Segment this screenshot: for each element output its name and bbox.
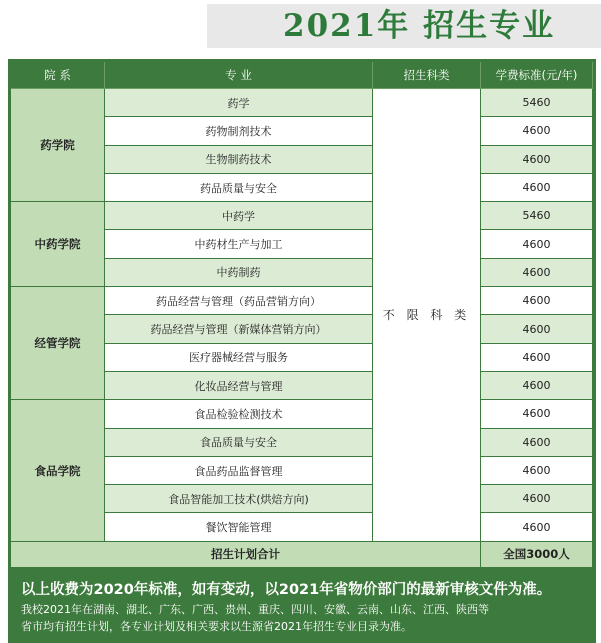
fee-cell: 4600 (481, 287, 593, 315)
fee-cell: 4600 (481, 117, 593, 145)
fee-note: 以上收费为2020年标准，如有变动，以2021年省物价部门的最新审核文件为准。 (21, 582, 552, 598)
fee-cell: 5460 (481, 202, 593, 230)
page-title: 2021年 招生专业 (283, 8, 556, 44)
fee-cell: 4600 (481, 372, 593, 400)
fee-cell: 4600 (481, 485, 593, 513)
admissions-table (11, 62, 593, 568)
major-cell: 食品检验检测技术 (105, 400, 373, 428)
fee-cell: 4600 (481, 400, 593, 428)
region-note-line-2: 省市均有招生计划，各专业计划及相关要求以生源省2021年招生专业目录为准。 (21, 620, 412, 633)
fee-cell: 4600 (481, 344, 593, 372)
major-cell: 中药材生产与加工 (105, 230, 373, 258)
fee-cell: 4600 (481, 513, 593, 541)
fee-cell: 4600 (481, 429, 593, 457)
major-cell: 药学 (105, 89, 373, 117)
fee-cell: 5460 (481, 89, 593, 117)
major-cell: 医疗器械经营与服务 (105, 344, 373, 372)
region-note-line-1: 我校2021年在湖南、湖北、广东、广西、贵州、重庆、四川、安徽、云南、山东、江西、陕西等 (21, 603, 489, 616)
major-cell: 中药制药 (105, 259, 373, 287)
fee-cell: 4600 (481, 259, 593, 287)
major-cell: 药品经营与管理（药品营销方向） (105, 287, 373, 315)
header-department: 院 系 (11, 62, 105, 89)
category-cell: 不 限 科 类 (373, 89, 481, 542)
department-pharmacy: 药学院 (11, 89, 105, 202)
fee-cell: 4600 (481, 230, 593, 258)
major-cell: 生物制药技术 (105, 146, 373, 174)
department-food: 食品学院 (11, 400, 105, 541)
header-major: 专 业 (105, 62, 373, 89)
header-category: 招生科类 (373, 62, 481, 89)
header-fee: 学费标准(元/年) (481, 62, 593, 89)
major-cell: 食品药品监督管理 (105, 457, 373, 485)
fee-cell: 4600 (481, 146, 593, 174)
department-tcm: 中药学院 (11, 202, 105, 287)
total-value: 全国3000人 (481, 542, 593, 568)
total-label: 招生计划合计 (11, 542, 481, 568)
major-cell: 食品质量与安全 (105, 429, 373, 457)
footnotes (11, 576, 593, 643)
fee-cell: 4600 (481, 315, 593, 343)
major-cell: 药物制剂技术 (105, 117, 373, 145)
fee-cell: 4600 (481, 457, 593, 485)
major-cell: 食品智能加工技术(烘焙方向) (105, 485, 373, 513)
major-cell: 化妆品经营与管理 (105, 372, 373, 400)
major-cell: 餐饮智能管理 (105, 513, 373, 541)
department-management: 经管学院 (11, 287, 105, 400)
fee-cell: 4600 (481, 174, 593, 202)
major-cell: 药品质量与安全 (105, 174, 373, 202)
major-cell: 药品经营与管理（新媒体营销方向） (105, 315, 373, 343)
major-cell: 中药学 (105, 202, 373, 230)
